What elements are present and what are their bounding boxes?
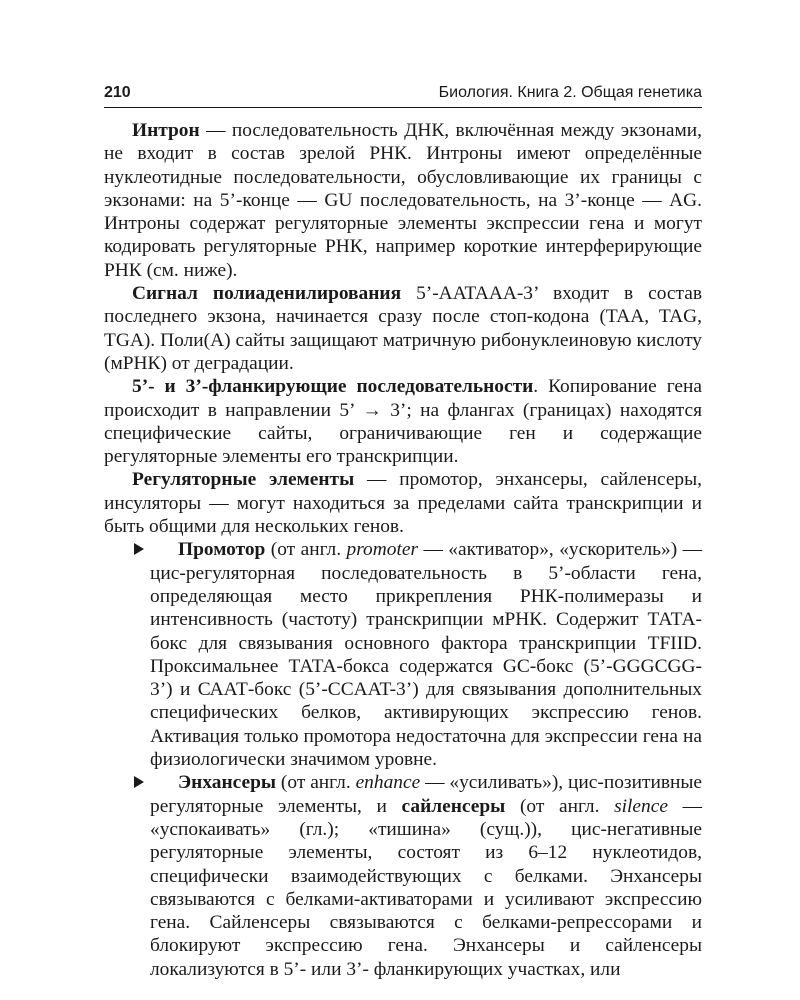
running-header — [104, 80, 702, 104]
promoter-text-2: — «активатор», «ускоритель») — цис-регуляторная последовательность в 5’-области гена, определяющая место прикрепления РНК-полимеразы и интенсивность (частоту) транскрипции мРНК. Содержит ТАТА-бокс для связывания основного фактора транскрипции TFIID. Проксимальнее ТАТА-бокса содержатся GC-бокс (5’-GGGCGG-3’) и СААТ-бокс (5’-CCAAT-3’) для связывания дополнительных специфических белков, активирующих экспрессию генов. Активация только промотора недостаточна для экспрессии гена на физиологически значимом уровне. — [150, 539, 702, 771]
page-number: 210 — [104, 84, 131, 101]
term-enhancers: Энхансеры — [178, 772, 277, 794]
term-polyadenylation: Сигнал полиаденилирования — [132, 283, 402, 305]
term-silencers: сайленсеры — [401, 795, 506, 817]
term-flanking: 5’- и 3’-фланкирующие последовательности — [132, 376, 534, 398]
silencers-english: silence — [614, 795, 668, 817]
enhancers-text-4: — «успокаивать» (гл.); «тишина» (сущ.)), цис-негативные регуляторные элементы, состоят из 6–12 нуклеотидов, специфически взаимодействующих с белками. Энхансеры связываются с белками-активаторами и усиливают экспрессию гена. Сайленсеры связываются с белками-репрессорами и блокируют экспрессию гена. Энхансеры и сайленсеры локализуются в 5’- или 3’- фланкирующих участках, или — [150, 795, 703, 980]
regulatory-text: — промотор, энхансеры, сайленсеры, инсуляторы — могут находиться за пределами сайта транскрипции и быть общими для нескольких генов. — [104, 469, 703, 538]
paragraph-polyadenylation — [104, 282, 702, 375]
term-regulatory: Регуляторные элементы — [132, 469, 355, 491]
bullet-enhancers — [104, 771, 702, 981]
header-rule — [104, 107, 702, 108]
polyadenylation-text: 5’-AATAAA-3’ входит в состав последнего экзона, начинается сразу после стоп-кодона (TAA, TAG, TGA). Поли(А) сайты защищают матричную рибонуклеиновую кислоту (мРНК) от деградации. — [104, 283, 702, 374]
promoter-english: promoter — [346, 539, 418, 561]
enhancers-text-2: — «усиливать»), цис-позитивные регуляторные элементы, и — [150, 772, 702, 817]
paragraph-intron — [104, 119, 702, 282]
enhancers-english: enhance — [355, 772, 421, 794]
triangle-bullet-icon — [134, 776, 144, 788]
enhancers-text-3: (от англ. — [505, 795, 615, 817]
flanking-text: . Копирование гена происходит в направлении 5’ → 3’; на флангах (границах) находятся специфические сайты, ограничивающие ген и содержащие регуляторные элементы его транскрипции. — [104, 376, 702, 468]
paragraph-regulatory — [104, 468, 702, 538]
promoter-text-1: (от англ. — [265, 539, 347, 561]
term-promoter: Промотор — [178, 539, 266, 561]
body-text — [104, 119, 702, 981]
enhancers-text-1: (от англ. — [276, 772, 356, 794]
paragraph-flanking — [104, 375, 702, 468]
term-intron: Интрон — [132, 120, 200, 141]
running-title: Биология. Книга 2. Общая генетика — [438, 84, 702, 101]
bullet-promoter — [104, 538, 702, 771]
triangle-bullet-icon — [134, 543, 144, 555]
intron-text: — последовательность ДНК, включённая между экзонами, не входит в состав зрелой РНК. Интроны имеют определённые нуклеотидные последовательности, обусловливающие их границы с экзонами: на 5’-конце — GU последовательность, на 3’-конце — AG. Интроны содержат регуляторные элементы экспрессии гена и могут кодировать регуляторные РНК, например короткие интерферирующие РНК (см. ниже). — [104, 120, 702, 281]
